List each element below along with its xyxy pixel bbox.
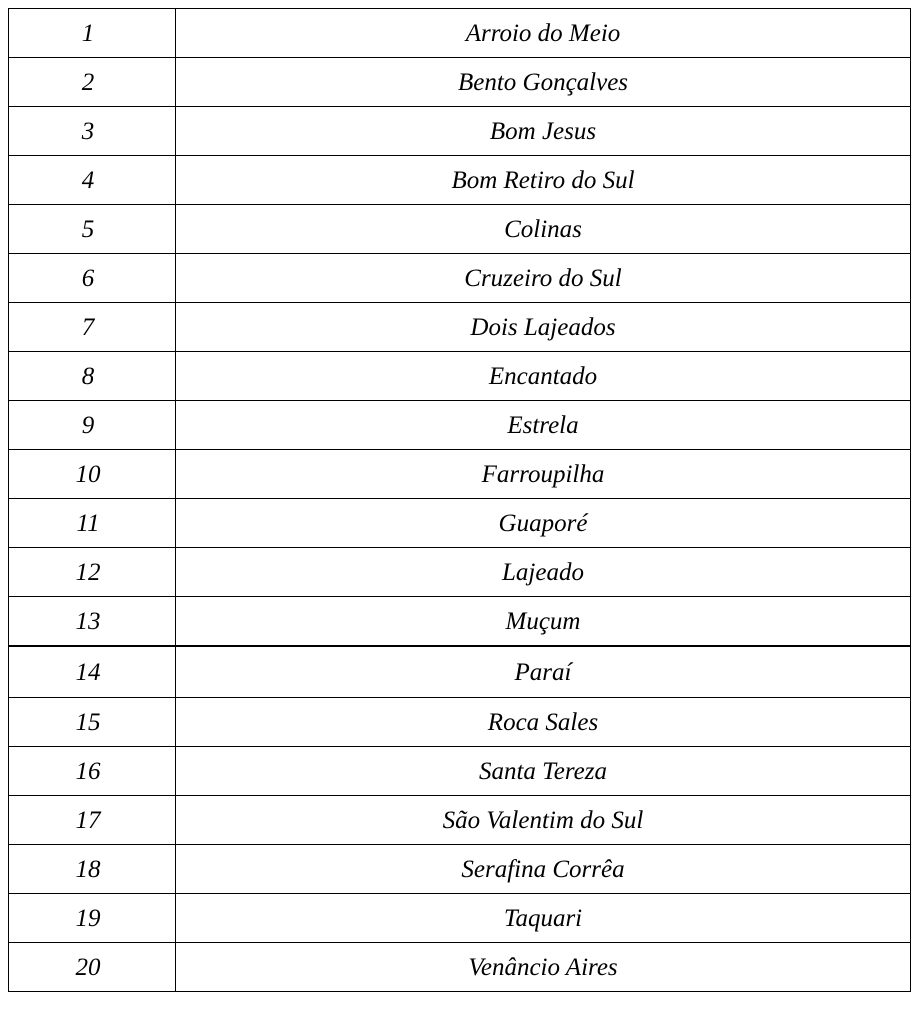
municipality-name: Bento Gonçalves <box>176 58 911 107</box>
table-row <box>9 894 911 943</box>
row-number: 19 <box>9 894 176 943</box>
table-row <box>9 747 911 796</box>
table-row <box>9 254 911 303</box>
row-number: 18 <box>9 845 176 894</box>
table-row <box>9 499 911 548</box>
table-body <box>9 9 911 992</box>
table-row <box>9 943 911 992</box>
row-number: 5 <box>9 205 176 254</box>
table-row <box>9 450 911 499</box>
table-row <box>9 156 911 205</box>
municipality-name: Lajeado <box>176 548 911 597</box>
municipality-name: Guaporé <box>176 499 911 548</box>
municipality-name: Santa Tereza <box>176 747 911 796</box>
municipality-name: São Valentim do Sul <box>176 796 911 845</box>
row-number: 2 <box>9 58 176 107</box>
table-row <box>9 352 911 401</box>
table-row <box>9 9 911 58</box>
municipality-name: Cruzeiro do Sul <box>176 254 911 303</box>
municipality-name: Venâncio Aires <box>176 943 911 992</box>
municipality-name: Estrela <box>176 401 911 450</box>
municipality-name: Encantado <box>176 352 911 401</box>
municipality-name: Taquari <box>176 894 911 943</box>
table-row <box>9 548 911 597</box>
row-number: 4 <box>9 156 176 205</box>
row-number: 6 <box>9 254 176 303</box>
table-row <box>9 845 911 894</box>
table-row <box>9 597 911 647</box>
table-row <box>9 796 911 845</box>
table-row <box>9 698 911 747</box>
municipality-name: Arroio do Meio <box>176 9 911 58</box>
municipality-table <box>8 8 911 992</box>
municipality-name: Farroupilha <box>176 450 911 499</box>
row-number: 12 <box>9 548 176 597</box>
row-number: 15 <box>9 698 176 747</box>
row-number: 14 <box>9 646 176 698</box>
row-number: 13 <box>9 597 176 647</box>
municipality-name: Roca Sales <box>176 698 911 747</box>
municipality-name: Serafina Corrêa <box>176 845 911 894</box>
municipality-name: Muçum <box>176 597 911 647</box>
municipality-name: Colinas <box>176 205 911 254</box>
table-row <box>9 205 911 254</box>
municipality-name: Paraí <box>176 646 911 698</box>
row-number: 3 <box>9 107 176 156</box>
row-number: 7 <box>9 303 176 352</box>
municipality-table-container <box>8 8 910 992</box>
municipality-name: Bom Jesus <box>176 107 911 156</box>
row-number: 1 <box>9 9 176 58</box>
row-number: 9 <box>9 401 176 450</box>
table-row <box>9 58 911 107</box>
row-number: 11 <box>9 499 176 548</box>
table-row <box>9 401 911 450</box>
municipality-name: Dois Lajeados <box>176 303 911 352</box>
row-number: 8 <box>9 352 176 401</box>
municipality-name: Bom Retiro do Sul <box>176 156 911 205</box>
row-number: 10 <box>9 450 176 499</box>
row-number: 20 <box>9 943 176 992</box>
table-row <box>9 107 911 156</box>
table-row <box>9 646 911 698</box>
table-row <box>9 303 911 352</box>
row-number: 17 <box>9 796 176 845</box>
row-number: 16 <box>9 747 176 796</box>
